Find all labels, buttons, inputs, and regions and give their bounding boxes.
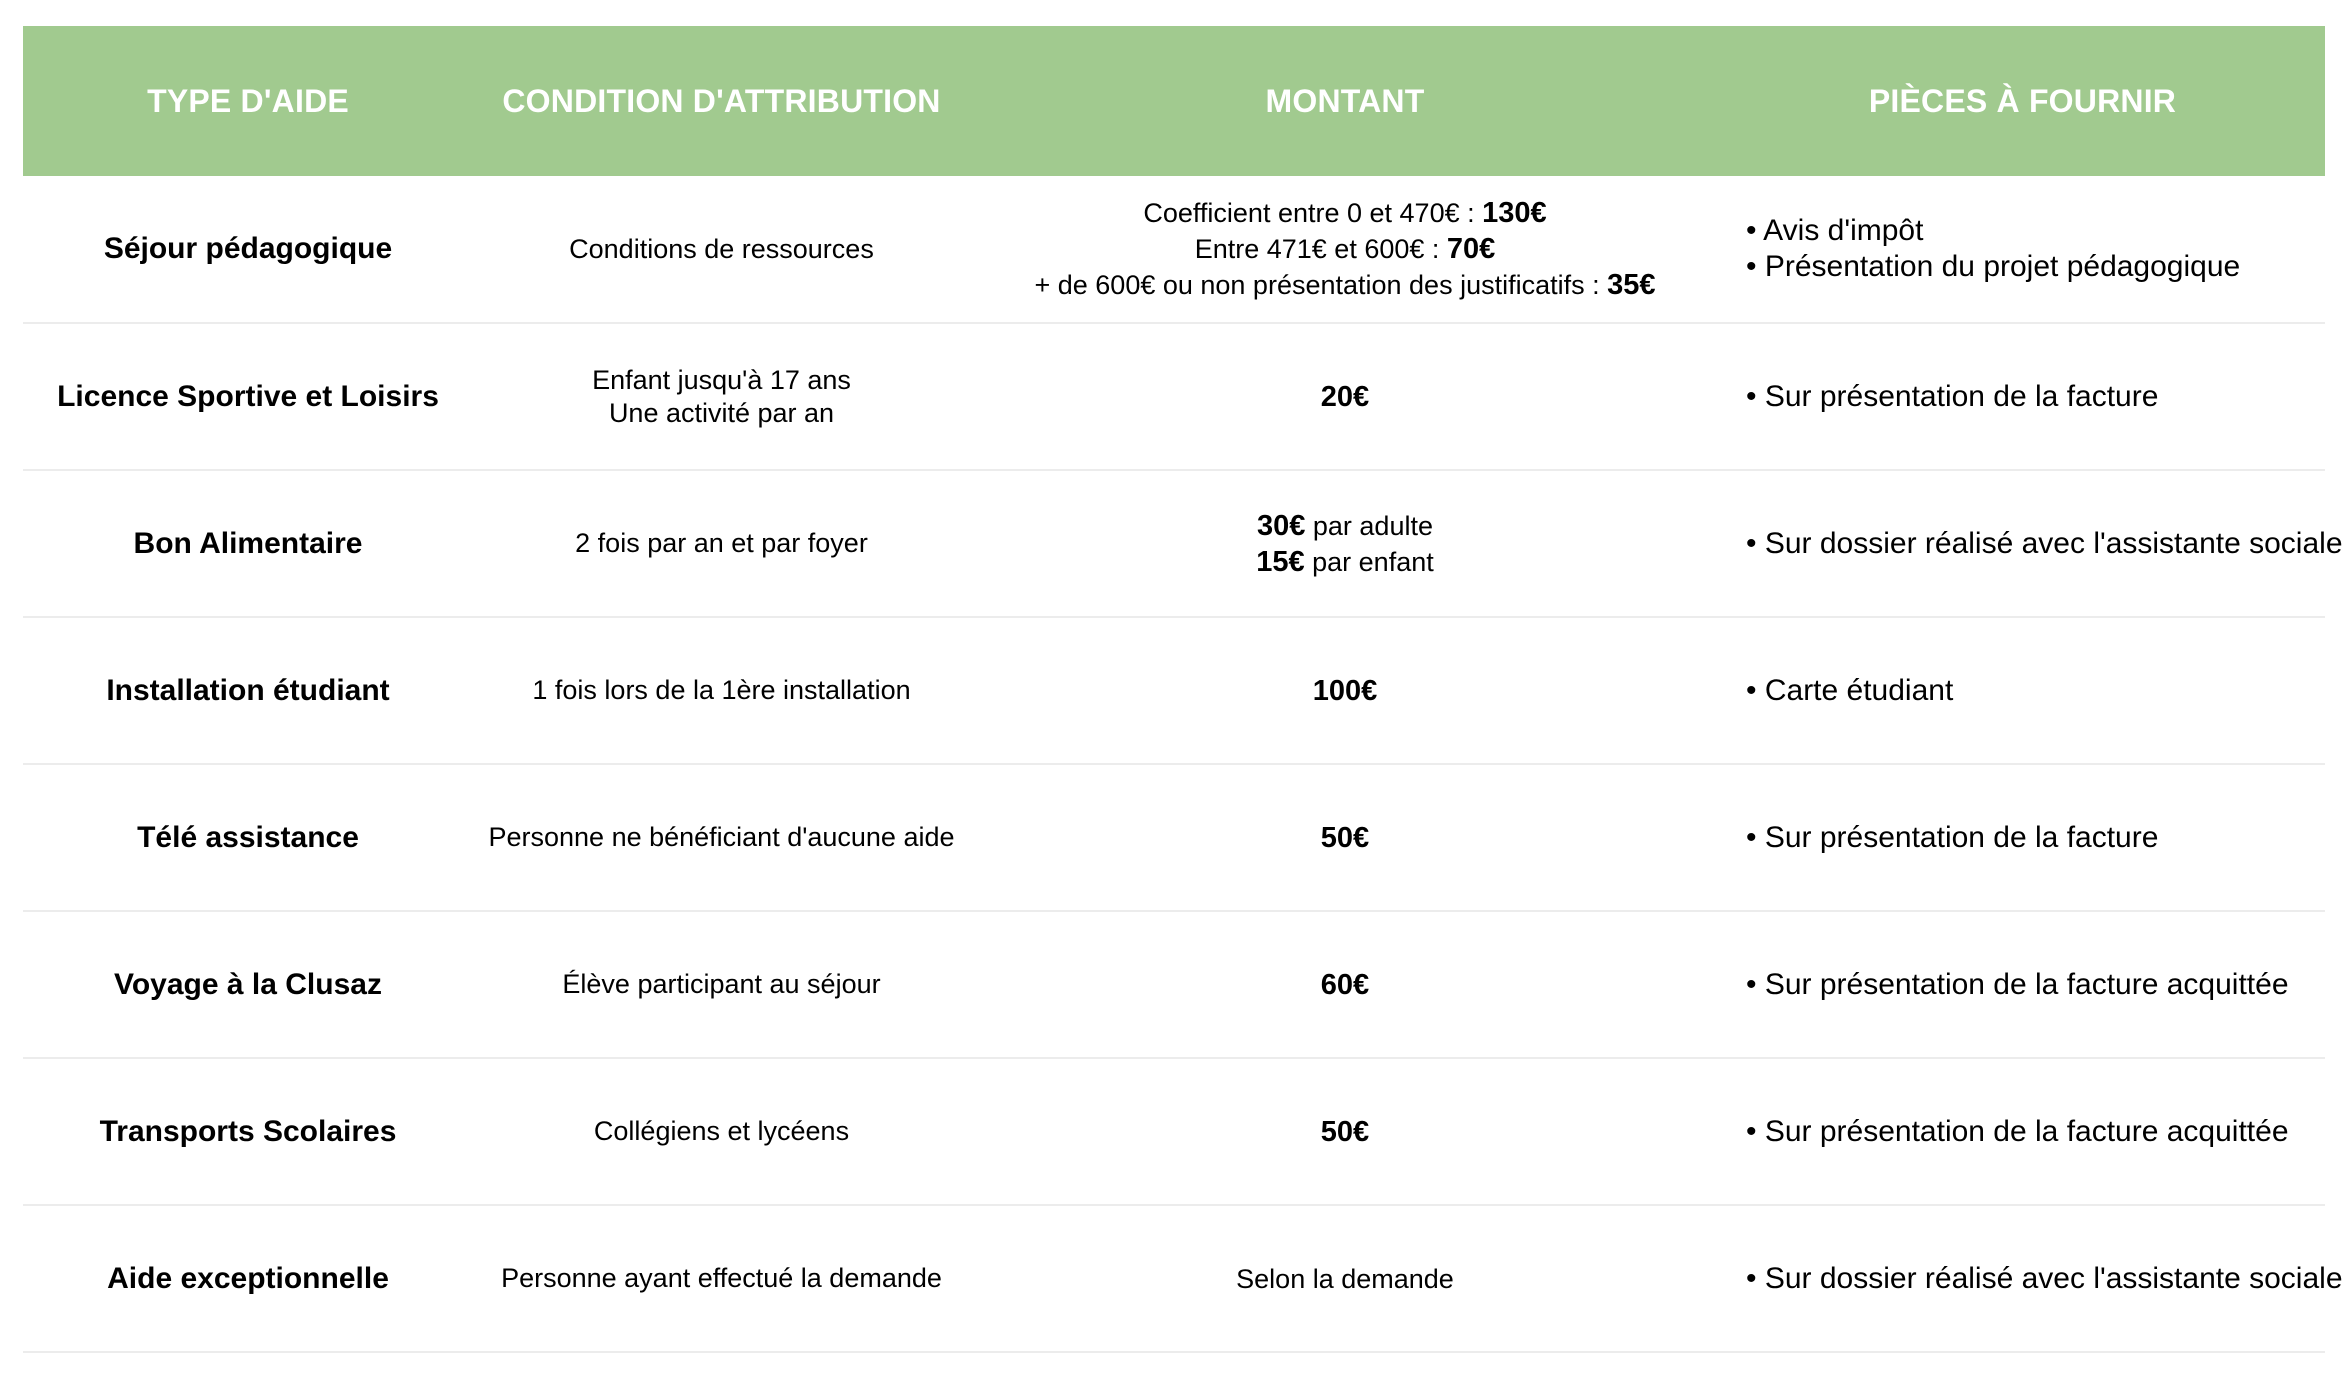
- aid-type: Licence Sportive et Loisirs: [57, 379, 439, 413]
- amount-value: 35€: [1607, 269, 1656, 301]
- aid-type: Voyage à la Clusaz: [114, 967, 382, 1001]
- condition-line: Enfant jusqu'à 17 ans: [592, 364, 851, 395]
- amount-value: 15€: [1256, 545, 1305, 578]
- condition-line: Personne ne bénéficiant d'aucune aide: [488, 822, 955, 852]
- table-row: [23, 176, 2325, 324]
- amount-line: [970, 231, 1720, 267]
- aid-documents: [1720, 1261, 2343, 1297]
- header-condition: CONDITION D'ATTRIBUTION: [502, 82, 941, 119]
- amount-line: [970, 195, 1720, 231]
- aid-documents: [1720, 673, 2325, 709]
- amount-text: + de 600€ ou non présentation des justificatifs :: [1034, 270, 1608, 300]
- amount-line: [970, 544, 1720, 580]
- header-montant: MONTANT: [1265, 82, 1425, 119]
- aid-type: Transports Scolaires: [99, 1114, 397, 1148]
- amount-line: [970, 267, 1720, 303]
- aid-condition: [473, 1115, 970, 1148]
- aid-documents: [1720, 1114, 2325, 1150]
- amount-text: Entre 471€ et 600€ :: [1194, 234, 1447, 264]
- aid-documents: [1720, 820, 2325, 856]
- header-pieces: PIÈCES À FOURNIR: [1868, 82, 2177, 119]
- aid-condition: [473, 674, 970, 707]
- aid-type: Télé assistance: [137, 820, 359, 854]
- document-item: • Sur dossier réalisé avec l'assistante sociale: [1746, 1261, 2343, 1295]
- aid-condition: [473, 821, 970, 854]
- condition-line: Élève participant au séjour: [562, 969, 881, 999]
- condition-line: Personne ayant effectué la demande: [501, 1263, 942, 1293]
- aid-documents: [1720, 526, 2343, 562]
- aid-type: Séjour pédagogique: [103, 232, 393, 265]
- document-item: • Avis d'impôt: [1746, 214, 1924, 247]
- condition-line: Collégiens et lycéens: [593, 1116, 850, 1146]
- aid-amount: 100€: [1312, 674, 1378, 707]
- condition-line: 2 fois par an et par foyer: [575, 528, 868, 558]
- aid-condition: [473, 364, 970, 430]
- aid-condition: [473, 968, 970, 1001]
- aid-documents: [1720, 967, 2325, 1003]
- condition-line: Conditions de ressources: [569, 233, 874, 264]
- amount-text: par enfant: [1304, 546, 1434, 577]
- table-row: [23, 1206, 2343, 1353]
- table-row: [23, 912, 2325, 1059]
- aid-documents: [1720, 379, 2325, 415]
- header-type: TYPE D'AIDE: [147, 82, 349, 119]
- amount-value: 30€: [1257, 509, 1306, 542]
- aid-condition: [473, 527, 970, 560]
- document-item: • Sur présentation de la facture: [1746, 379, 2159, 413]
- table-row: [23, 1059, 2325, 1206]
- aid-amount: 60€: [1320, 968, 1370, 1001]
- aid-type: Installation étudiant: [106, 673, 390, 707]
- amount-value: 70€: [1446, 233, 1496, 265]
- document-item: • Sur présentation de la facture acquittée: [1746, 967, 2289, 1001]
- aid-type: Aide exceptionnelle: [107, 1261, 389, 1295]
- document-item: • Sur présentation de la facture: [1746, 820, 2159, 854]
- amount-value: 130€: [1482, 197, 1547, 229]
- aid-amount: 50€: [1320, 821, 1370, 854]
- aid-condition: [473, 233, 970, 266]
- condition-line: 1 fois lors de la 1ère installation: [532, 675, 911, 705]
- amount-text: par adulte: [1305, 510, 1433, 541]
- amount-text: Coefficient entre 0 et 470€ :: [1143, 198, 1483, 228]
- document-item: • Présentation du projet pédagogique: [1746, 250, 2241, 283]
- table-header: [23, 26, 2325, 176]
- document-item: • Carte étudiant: [1746, 673, 1954, 707]
- aid-amount: 50€: [1320, 1115, 1370, 1148]
- aid-amount: 20€: [1320, 380, 1370, 413]
- aid-type: Bon Alimentaire: [133, 526, 363, 560]
- aid-documents: [1720, 213, 2325, 285]
- table-row: [23, 765, 2325, 912]
- amount-line: [970, 508, 1720, 544]
- table-row: [23, 471, 2343, 618]
- aid-amount: Selon la demande: [1236, 1263, 1454, 1294]
- aid-amount: [970, 508, 1720, 580]
- document-item: • Sur dossier réalisé avec l'assistante sociale: [1746, 526, 2343, 560]
- table-row: [23, 618, 2325, 765]
- condition-line: Une activité par an: [608, 397, 835, 428]
- table-row: [23, 324, 2325, 471]
- aid-condition: [473, 1262, 970, 1295]
- aid-table: [23, 26, 2343, 1353]
- document-item: • Sur présentation de la facture acquittée: [1746, 1114, 2289, 1148]
- aid-amount: [970, 195, 1720, 303]
